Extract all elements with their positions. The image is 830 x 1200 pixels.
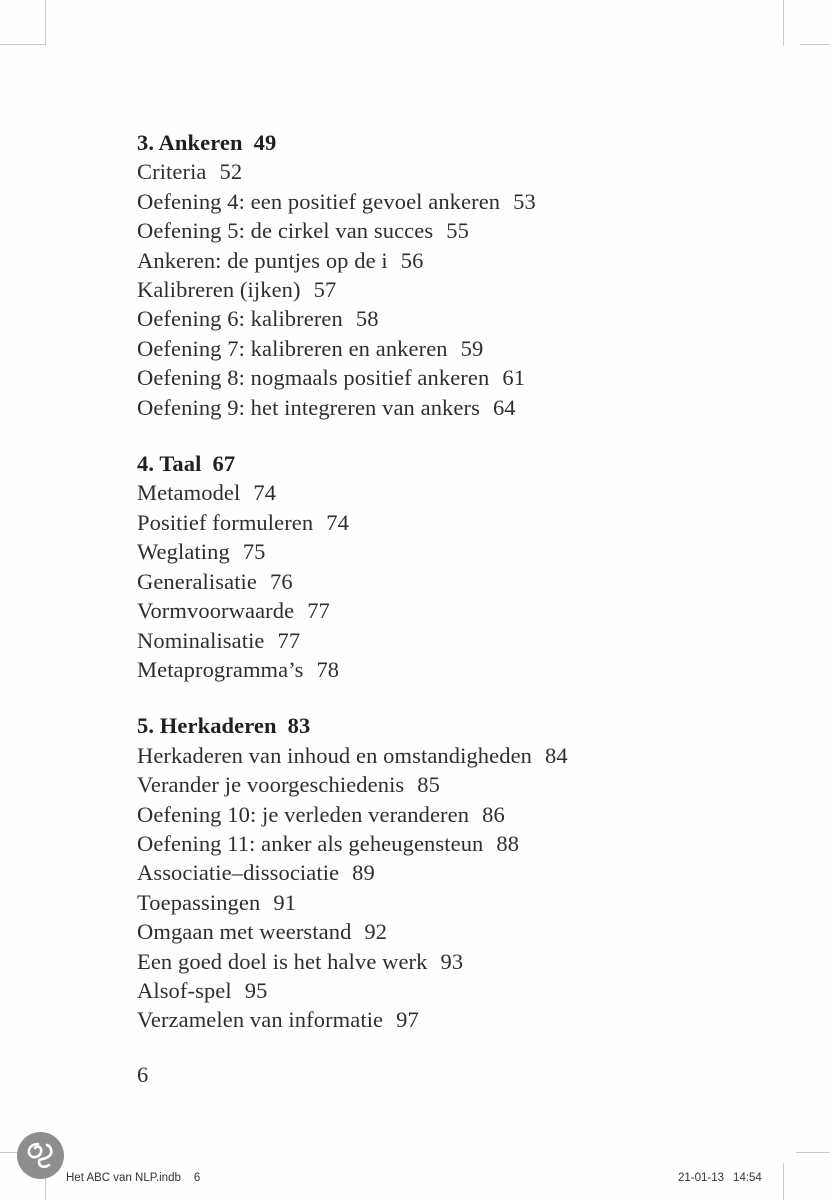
toc-entry [137, 334, 737, 363]
toc-entry [137, 947, 737, 976]
toc-entry [137, 537, 737, 566]
toc-section [137, 711, 737, 1034]
print-slug-filename [66, 1172, 200, 1184]
toc-entry [137, 1005, 737, 1034]
toc-entry-label: Nominalisatie [137, 627, 265, 653]
toc-entry-page: 58 [355, 306, 379, 332]
toc-entry-label: Een goed doel is het halve werk [137, 948, 428, 974]
slug-date-text: 21-01-13 [678, 1172, 725, 1184]
crop-mark-top-left-vertical [45, 0, 46, 46]
toc-entry-page: 55 [446, 218, 469, 244]
toc-entry-label: Oefening 10: je verleden veranderen [137, 801, 470, 827]
toc-entry-label: Oefening 11: anker als geheugensteun [137, 830, 484, 856]
toc-entry-label: Criteria [137, 159, 207, 185]
toc-entry-page: 85 [417, 772, 440, 798]
toc-entry-page: 91 [273, 889, 297, 915]
toc-entry-label: Oefening 6: kalibreren [137, 306, 343, 332]
toc-entry [137, 800, 737, 829]
toc-entry-page: 75 [242, 539, 266, 565]
toc-section-heading [137, 449, 737, 478]
toc-entry-label: Positief formuleren [137, 509, 314, 535]
toc-entry-label: Toepassingen [137, 889, 261, 915]
toc-entry-page: 57 [313, 277, 337, 303]
toc-section [137, 128, 737, 422]
toc-section-heading-page: 67 [212, 451, 236, 477]
toc-entry-page: 88 [496, 830, 520, 856]
toc-entry-page: 74 [326, 509, 349, 535]
toc-section [137, 449, 737, 684]
toc-section-heading [137, 128, 737, 157]
toc-entry-label: Weglating [137, 539, 230, 565]
table-of-contents [137, 128, 737, 1035]
toc-section-heading [137, 711, 737, 740]
page-folio-number: 6 [137, 1062, 149, 1087]
toc-entry-label: Oefening 8: nogmaals positief ankeren [137, 365, 490, 391]
toc-entry [137, 187, 737, 216]
toc-entry [137, 216, 737, 245]
toc-entry-page: 74 [253, 480, 277, 506]
toc-entry-label: Oefening 5: de cirkel van succes [137, 218, 434, 244]
toc-entry-page: 95 [244, 977, 268, 1003]
toc-entry [137, 888, 737, 917]
toc-entry-label: Alsof-spel [137, 977, 232, 1003]
toc-entry-label: Verzamelen van informatie [137, 1007, 384, 1033]
toc-entry [137, 508, 737, 537]
toc-entry [137, 275, 737, 304]
toc-entry-label: Metaprogramma’s [137, 656, 304, 682]
toc-entry [137, 363, 737, 392]
toc-entry [137, 304, 737, 333]
toc-entry-page: 64 [492, 394, 516, 420]
toc-entry [137, 741, 737, 770]
toc-entry-page: 53 [513, 188, 536, 214]
toc-entry-label: Generalisatie [137, 568, 257, 594]
toc-entry-page: 77 [277, 627, 301, 653]
toc-entry [137, 567, 737, 596]
slug-time-text: 14:54 [733, 1172, 762, 1184]
toc-section-heading-label: 3. Ankeren [137, 130, 243, 155]
toc-entry-label: Oefening 7: kalibreren en ankeren [137, 335, 448, 361]
toc-entry-label: Herkaderen van inhoud en omstandigheden [137, 742, 533, 768]
toc-entry [137, 858, 737, 887]
toc-entry [137, 655, 737, 684]
toc-entry-page: 76 [270, 568, 293, 594]
toc-entry-label: Metamodel [137, 480, 241, 506]
crop-mark-top-right-horizontal [800, 44, 830, 45]
slug-filename-text: Het ABC van NLP.indb [66, 1172, 181, 1184]
toc-entry [137, 393, 737, 422]
toc-entry-page: 52 [219, 159, 243, 185]
toc-entry [137, 976, 737, 1005]
toc-section-heading-label: 5. Herkaderen [137, 713, 277, 739]
toc-entry-label: Vormvoorwaarde [137, 598, 295, 624]
toc-entry-page: 61 [502, 365, 526, 391]
toc-entry [137, 626, 737, 655]
toc-entry [137, 246, 737, 275]
toc-entry-page: 97 [396, 1007, 419, 1033]
toc-entry [137, 770, 737, 799]
toc-entry-label: Ankeren: de puntjes op de i [137, 247, 388, 273]
toc-section-heading-label: 4. Taal [137, 451, 202, 477]
toc-entry-label: Oefening 9: het integreren van ankers [137, 394, 480, 420]
toc-entry-label: Verander je voorgeschiedenis [137, 772, 405, 798]
toc-entry-label: Kalibreren (ijken) [137, 277, 301, 303]
toc-entry [137, 829, 737, 858]
toc-entry-page: 86 [482, 801, 505, 827]
toc-entry [137, 596, 737, 625]
toc-entry [137, 478, 737, 507]
toc-entry-label: Associatie–dissociatie [137, 860, 340, 886]
toc-entry [137, 157, 737, 186]
toc-section-heading-page: 83 [287, 713, 311, 739]
toc-entry-page: 78 [316, 656, 340, 682]
crop-mark-top-right-vertical [783, 0, 784, 46]
toc-entry [137, 917, 737, 946]
toc-entry-page: 56 [400, 247, 424, 273]
toc-entry-page: 59 [460, 335, 484, 361]
toc-section-heading-page: 49 [253, 130, 277, 155]
crop-mark-bottom-right-vertical [783, 1163, 784, 1200]
toc-entry-page: 77 [307, 598, 330, 624]
toc-entry-label: Oefening 4: een positief gevoel ankeren [137, 188, 501, 214]
print-slug-timestamp [678, 1172, 762, 1184]
toc-entry-label: Omgaan met weerstand [137, 919, 352, 945]
crop-mark-bottom-right-horizontal [796, 1152, 830, 1153]
toc-entry-page: 92 [364, 919, 388, 945]
toc-entry-page: 93 [440, 948, 464, 974]
slug-sheet-number: 6 [193, 1172, 201, 1184]
imposition-logo-mark [17, 1132, 64, 1179]
crop-mark-top-left-horizontal [0, 44, 46, 45]
toc-entry-page: 84 [545, 742, 568, 768]
toc-entry-page: 89 [352, 860, 375, 886]
